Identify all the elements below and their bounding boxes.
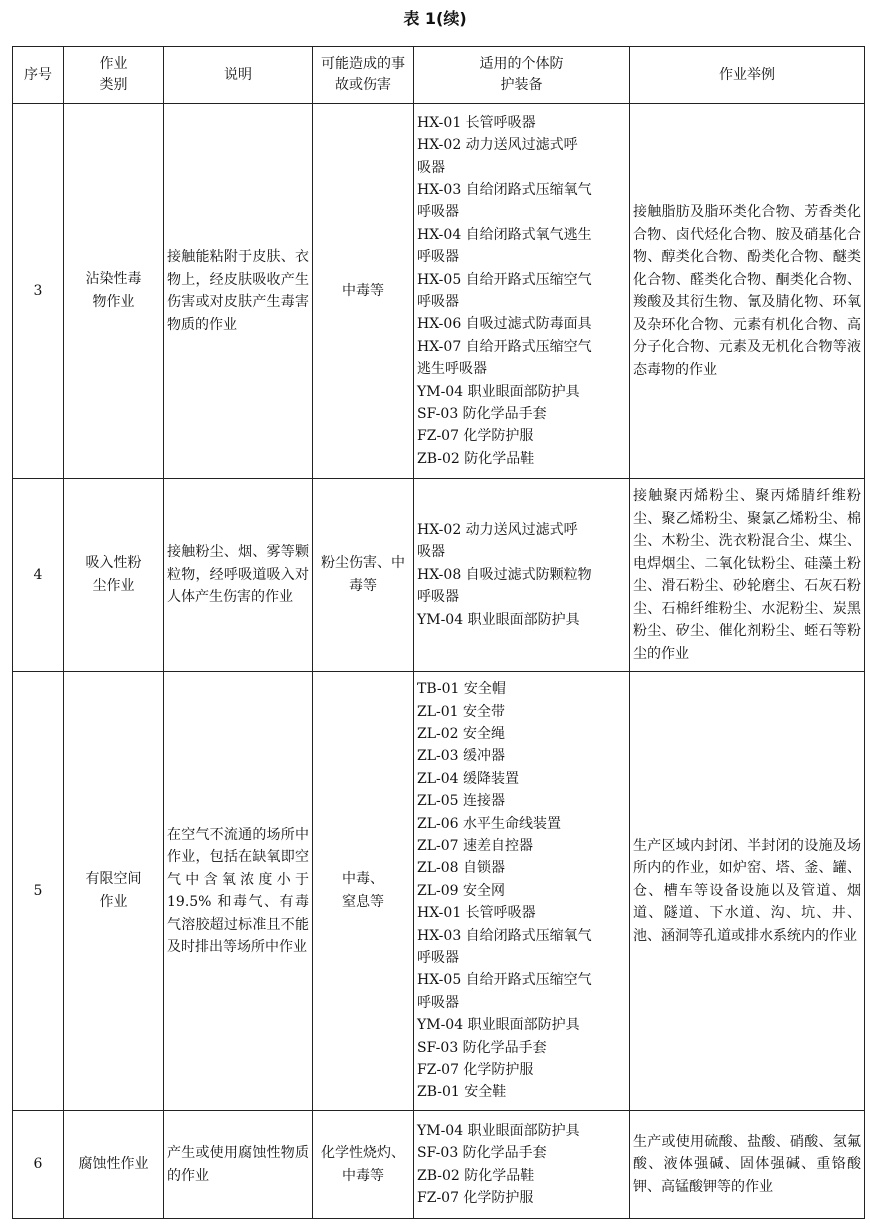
row-type: 沾染性毒物作业 <box>64 104 164 479</box>
equipment-item: SF-03 防化学品手套 <box>417 406 547 423</box>
row-equipment-list <box>414 672 630 1111</box>
row-desc: 接触粉尘、烟、雾等颗粒物，经呼吸道吸入对人体产生伤害的作业 <box>164 479 313 672</box>
row-no: 5 <box>13 672 64 1111</box>
header-equipment: 适用的个体防护装备 <box>414 47 630 104</box>
row-equipment-list <box>414 479 630 672</box>
row-risk: 粉尘伤害、中毒等 <box>313 479 414 672</box>
equipment-item: ZL-01 安全带 <box>417 703 506 720</box>
header-type: 作业类别 <box>64 47 164 104</box>
row-type: 吸入性粉尘作业 <box>64 479 164 672</box>
equipment-item: ZL-07 速差自控器 <box>417 837 534 854</box>
header-risk: 可能造成的事故或伤害 <box>313 47 414 104</box>
equipment-item: FZ-07 化学防护服 <box>417 1189 534 1206</box>
equipment-item: 吸器 <box>417 159 445 176</box>
equipment-item: SF-03 防化学品手套 <box>417 1145 547 1162</box>
equipment-item: 呼吸器 <box>417 249 459 266</box>
equipment-item: HX-05 自给开路式压缩空气 <box>417 972 592 989</box>
equipment-item: HX-04 自给闭路式氧气逃生 <box>417 226 592 243</box>
equipment-item: ZL-05 连接器 <box>417 793 506 810</box>
row-equipment-list <box>414 104 630 479</box>
table-row <box>13 104 865 479</box>
equipment-item: HX-02 动力送风过滤式呼 <box>417 521 578 538</box>
table-row <box>13 1111 865 1219</box>
equipment-item: 呼吸器 <box>417 294 459 310</box>
row-desc: 接触能粘附于皮肤、衣物上，经皮肤吸收产生伤害或对皮肤产生毒害物质的作业 <box>164 104 313 479</box>
row-type: 有限空间作业 <box>64 672 164 1111</box>
equipment-item: YM-04 职业眼面部防护具 <box>417 611 580 628</box>
row-no: 6 <box>13 1111 64 1219</box>
row-risk: 中毒、窒息等 <box>313 672 414 1111</box>
equipment-item: YM-04 职业眼面部防护具 <box>417 1017 580 1034</box>
equipment-item: HX-06 自吸过滤式防毒面具 <box>417 316 592 333</box>
equipment-item: ZB-01 安全鞋 <box>417 1084 507 1101</box>
row-type: 腐蚀性作业 <box>64 1111 164 1219</box>
equipment-item: ZL-08 自锁器 <box>417 860 506 877</box>
equipment-item: YM-04 职业眼面部防护具 <box>417 383 580 400</box>
equipment-item: HX-03 自给闭路式压缩氧气 <box>417 927 592 944</box>
equipment-item: YM-04 职业眼面部防护具 <box>417 1122 580 1139</box>
equipment-item: HX-01 长管呼吸器 <box>417 114 536 131</box>
equipment-item: 呼吸器 <box>417 204 459 221</box>
equipment-item: 呼吸器 <box>417 589 459 606</box>
equipment-item: SF-03 防化学品手套 <box>417 1039 547 1056</box>
equipment-item: ZL-09 安全网 <box>417 882 506 899</box>
equipment-item: HX-08 自吸过滤式防颗粒物 <box>417 566 592 583</box>
row-example: 生产区域内封闭、半封闭的设施及场所内的作业，如炉窑、塔、釜、罐、仓、槽车等设备设施以及管道、烟道、隧道、下水道、沟、坑、井、池、涵洞等孔道或排水系统内的作业 <box>630 672 865 1111</box>
row-risk: 化学性烧灼、中毒等 <box>313 1111 414 1219</box>
row-example: 接触聚丙烯粉尘、聚丙烯腈纤维粉尘、聚乙烯粉尘、聚氯乙烯粉尘、棉尘、木粉尘、洗衣粉混合尘、煤尘、电焊烟尘、二氧化钛粉尘、硅藻土粉尘、滑石粉尘、砂轮磨尘、石灰石粉尘、石棉纤维粉尘、水泥粉尘、炭黑粉尘、矽尘、催化剂粉尘、蛭石等粉尘的作业 <box>630 479 865 672</box>
row-risk: 中毒等 <box>313 104 414 479</box>
row-equipment-list <box>414 1111 630 1219</box>
equipment-item: ZB-02 防化学品鞋 <box>417 1167 535 1184</box>
row-example: 接触脂肪及脂环类化合物、芳香类化合物、卤代烃化合物、胺及硝基化合物、醇类化合物、酚类化合物、醚类化合物、醛类化合物、酮类化合物、羧酸及其衍生物、氰及腈化物、环氧及杂环化合物、元素有机化合物、高分子化合物、元素及无机化合物等液态毒物的作业 <box>630 104 865 479</box>
equipment-item: FZ-07 化学防护服 <box>417 1062 534 1079</box>
equipment-item: HX-03 自给闭路式压缩氧气 <box>417 181 592 198</box>
equipment-item: ZL-02 安全绳 <box>417 725 506 742</box>
equipment-item: HX-05 自给开路式压缩空气 <box>417 271 592 288</box>
table-header-row <box>13 47 865 104</box>
table-caption: 表 1(续) <box>403 9 467 28</box>
equipment-item: HX-01 长管呼吸器 <box>417 905 536 922</box>
equipment-item: HX-02 动力送风过滤式呼 <box>417 137 578 154</box>
header-desc: 说明 <box>164 47 313 104</box>
equipment-item: ZL-06 水平生命线装置 <box>417 815 562 832</box>
equipment-item: HX-07 自给开路式压缩空气 <box>417 338 592 355</box>
equipment-item: ZL-04 缓降装置 <box>417 770 520 787</box>
row-desc: 产生或使用腐蚀性物质的作业 <box>164 1111 313 1219</box>
table-row <box>13 672 865 1111</box>
header-example: 作业举例 <box>630 47 865 104</box>
protective-equipment-table <box>12 46 865 1219</box>
equipment-item: ZL-03 缓冲器 <box>417 748 506 765</box>
header-no: 序号 <box>13 47 64 104</box>
row-example: 生产或使用硫酸、盐酸、硝酸、氢氟酸、液体强碱、固体强碱、重铬酸钾、高锰酸钾等的作业 <box>630 1111 865 1219</box>
equipment-item: FZ-07 化学防护服 <box>417 428 534 445</box>
equipment-item: 呼吸器 <box>417 994 459 1011</box>
table-row <box>13 479 865 672</box>
equipment-item: 呼吸器 <box>417 950 459 967</box>
equipment-item: 吸器 <box>417 544 445 561</box>
row-no: 3 <box>13 104 64 479</box>
row-no: 4 <box>13 479 64 672</box>
equipment-item: ZB-02 防化学品鞋 <box>417 450 535 467</box>
row-desc: 在空气不流通的场所中作业，包括在缺氧即空气中含氧浓度小于 19.5% 和毒气、有毒气溶胶超过标准且不能及时排出等场所中作业 <box>164 672 313 1111</box>
equipment-item: TB-01 安全帽 <box>417 681 506 698</box>
equipment-item: 逃生呼吸器 <box>417 361 487 378</box>
